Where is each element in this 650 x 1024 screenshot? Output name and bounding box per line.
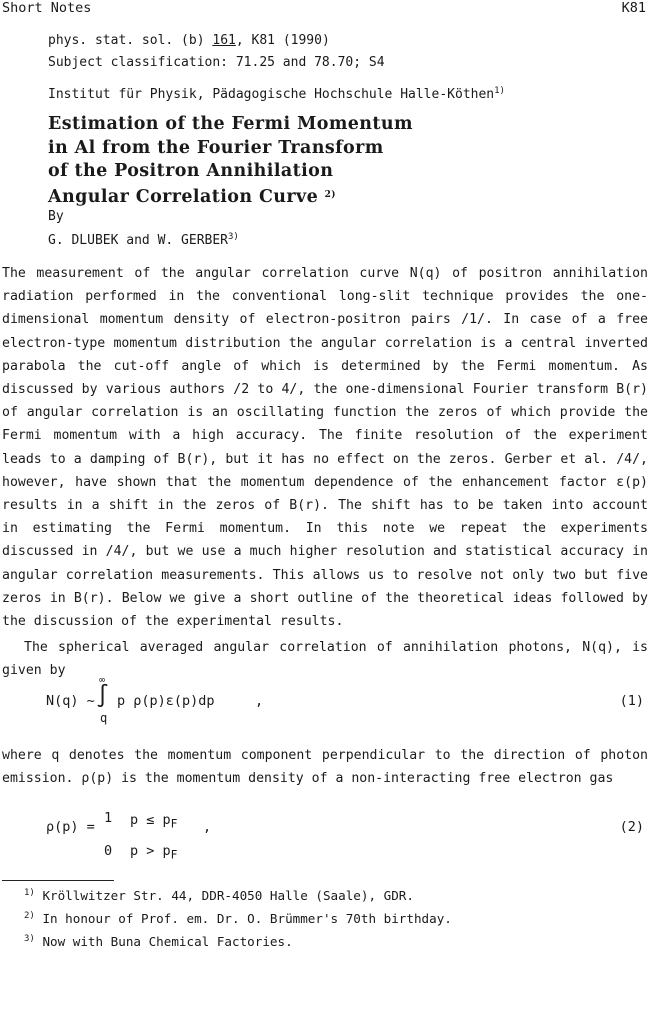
institute-footnote-mark: 1) — [494, 86, 505, 96]
footnote-text: Now with Buna Chemical Factories. — [42, 934, 293, 949]
footnote-mark: 1) — [24, 888, 35, 898]
equation-2-lhs: ρ(p) = — [46, 819, 95, 835]
authors-footnote-mark: 3) — [228, 232, 239, 242]
equation-2-case-1-condition — [130, 812, 177, 831]
equation-2-case-1-value: 1 — [104, 810, 113, 826]
title-line — [48, 184, 568, 210]
equation-2-number: (2) — [619, 819, 644, 835]
citation-prefix: phys. stat. sol. (b) — [48, 33, 213, 48]
citation-line — [48, 33, 330, 48]
equation-2-case-2-condition-text: p > p — [130, 843, 171, 859]
title-line: Estimation of the Fermi Momentum — [48, 114, 413, 134]
paragraph-intro: The measurement of the angular correlation curve N(q) of positron annihilation radiation performed in the conventional long-slit technique provides the one-dimensional momentum density of electron-positron pairs /1/. In case of a free electron-type momentum distribution the angular correlation is a central inverted parabola the cut-off angle of which is determined by the Fermi momentum. As discussed by various authors /2 to 4/, the one-dimensional Fourier transform B(r) of angular correlation is an oscillating function the zeros of which provide the Fermi momentum with a high accuracy. The finite resolution of the experiment leads to a damping of B(r), but it has no effect on the zeros. Gerber et al. /4/, however, have shown that the momentum dependence of the enhancement factor ε(p) results in a shift in the zeros of B(r). The shift has to be taken into account in estimating the Fermi momentum. In this note we repeat the experiments discussed in /4/, but we use a much higher resolution and statistical accuracy in angular correlation measurements. This allows us to resolve not only two but five zeros in B(r). Below we give a short outline of the theoretical ideas followed by the discussion of the experimental results. — [2, 266, 648, 630]
equation-1-comma: , — [255, 693, 264, 709]
page-number: K81 — [621, 0, 646, 16]
equation-2-case-2-subscript: F — [170, 848, 178, 862]
footnote-mark: 2) — [24, 911, 35, 921]
footnote — [24, 911, 452, 926]
equation-2-case-2-value: 0 — [104, 843, 113, 859]
title-line: of the Positron Annihilation — [48, 161, 334, 181]
paragraph-momentum-density: where q denotes the momentum component perpendicular to the direction of photon emission. ρ(p) is the momentum density of a non-interacting free electron gas — [2, 748, 648, 787]
equation-2-comma: , — [203, 819, 212, 835]
institute-name: Institut für Physik, Pädagogische Hochschule Halle-Köthen — [48, 87, 495, 102]
footnote-divider — [2, 880, 114, 881]
running-head — [0, 0, 650, 18]
citation-volume: 161 — [212, 33, 236, 48]
authors-line — [48, 232, 239, 248]
authors: G. DLUBEK and W. GERBER — [48, 233, 229, 248]
title-line-text: Angular Correlation Curve — [48, 186, 319, 207]
footnote — [24, 888, 414, 903]
footnote-text: In honour of Prof. em. Dr. O. Brümmer's 70th birthday. — [42, 911, 452, 926]
citation-suffix: , K81 (1990) — [235, 33, 330, 48]
section-label: Short Notes — [2, 0, 92, 16]
equation-1-upper-limit: ∞ — [99, 675, 106, 686]
paragraph-angular-correlation: The spherical averaged angular correlation of annihilation photons, N(q), is given by — [2, 640, 648, 679]
institute-line — [48, 86, 505, 102]
equation-2-case-2-condition — [130, 843, 177, 862]
by-line: By — [48, 209, 64, 224]
equation-2-case-1-subscript: F — [170, 817, 178, 831]
subject-classification: Subject classification: 71.25 and 78.70; S4 — [48, 55, 385, 70]
equation-1-lower-limit: q — [100, 711, 108, 725]
equation-1-lhs: N(q) ~ — [46, 693, 95, 709]
title-footnote-mark: 2) — [324, 189, 336, 200]
integral-symbol: ∫ — [96, 684, 110, 709]
footnote — [24, 934, 293, 949]
equation-2-case-1-condition-text: p ≤ p — [130, 812, 171, 828]
title-line: in Al from the Fourier Transform — [48, 137, 384, 158]
footnote-mark: 3) — [24, 934, 35, 944]
article-title — [48, 113, 568, 209]
footnote-text: Kröllwitzer Str. 44, DDR-4050 Halle (Saale), GDR. — [42, 888, 414, 903]
equation-1-integrand: p ρ(p)ε(p)dp — [117, 693, 215, 709]
equation-1-number: (1) — [619, 693, 644, 709]
